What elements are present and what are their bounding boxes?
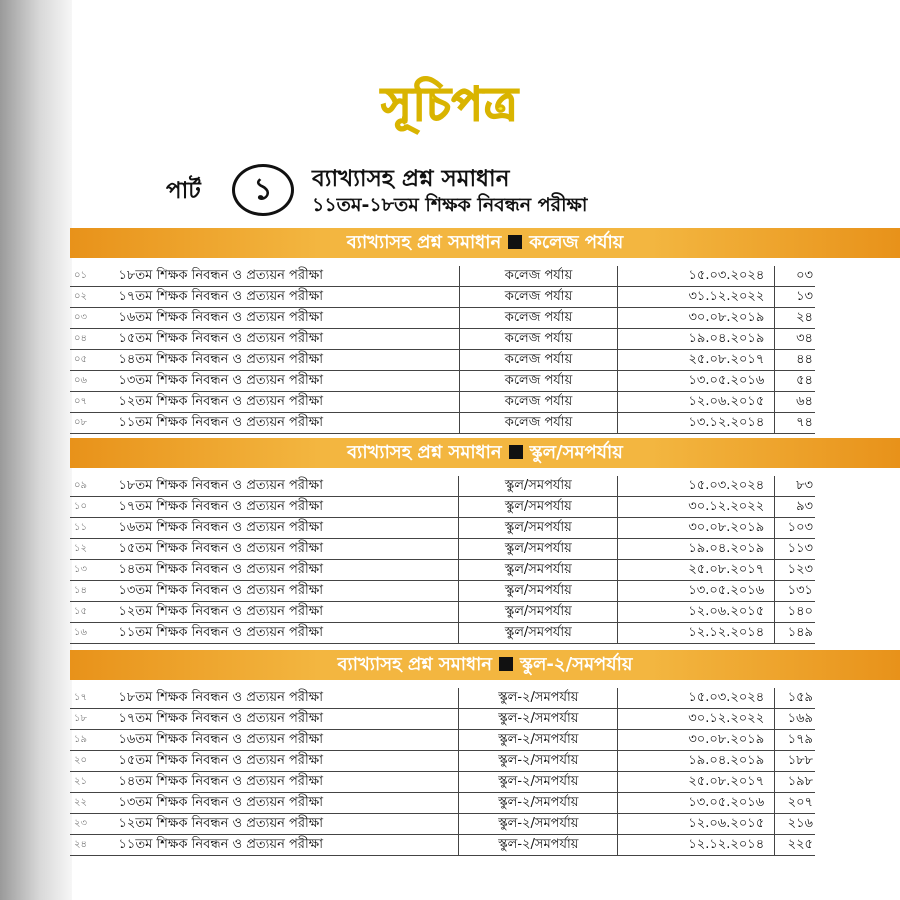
- exam-level: স্কুল-২/সমপর্যায়: [459, 772, 618, 793]
- exam-name: ১৮তম শিক্ষক নিবন্ধন ও প্রত্যয়ন পরীক্ষা: [118, 688, 458, 709]
- exam-level: স্কুল/সমপর্যায়: [459, 602, 618, 623]
- exam-name: ১৩তম শিক্ষক নিবন্ধন ও প্রত্যয়ন পরীক্ষা: [118, 581, 458, 602]
- serial-number: ২৩: [70, 814, 118, 835]
- serial-number: ১৩: [70, 560, 118, 581]
- serial-number: ১০: [70, 497, 118, 518]
- page-number: ১৩১: [775, 581, 815, 602]
- section-heading: [70, 650, 900, 680]
- section-heading-left: ব্যাখ্যাসহ প্রশ্ন সমাধান: [337, 654, 493, 675]
- exam-name: ১৪তম শিক্ষক নিবন্ধন ও প্রত্যয়ন পরীক্ষা: [118, 772, 458, 793]
- table-row[interactable]: [70, 751, 815, 772]
- exam-level: স্কুল-২/সমপর্যায়: [459, 814, 618, 835]
- exam-level: কলেজ পর্যায়: [459, 308, 618, 329]
- table-row[interactable]: [70, 709, 815, 730]
- square-bullet-icon: [508, 235, 522, 249]
- table-row[interactable]: [70, 814, 815, 835]
- page-title-text: সূচিপত্র: [381, 77, 519, 131]
- exam-level: কলেজ পর্যায়: [459, 329, 618, 350]
- exam-date: ২৫.০৮.২০১৭: [618, 772, 775, 793]
- serial-number: ০৪: [70, 329, 118, 350]
- page-number: ৮৩: [775, 476, 815, 497]
- serial-number: ২০: [70, 751, 118, 772]
- exam-name: ১৮তম শিক্ষক নিবন্ধন ও প্রত্যয়ন পরীক্ষা: [118, 476, 458, 497]
- contents-table: [70, 476, 815, 644]
- exam-level: স্কুল/সমপর্যায়: [459, 539, 618, 560]
- table-row[interactable]: [70, 266, 815, 287]
- table-row[interactable]: [70, 308, 815, 329]
- page-number: ১৭৯: [775, 730, 815, 751]
- exam-name: ১৫তম শিক্ষক নিবন্ধন ও প্রত্যয়ন পরীক্ষা: [118, 751, 458, 772]
- page-number: ২২৫: [775, 835, 815, 856]
- table-row[interactable]: [70, 602, 815, 623]
- exam-date: ১৩.০৫.২০১৬: [618, 793, 775, 814]
- exam-name: ১২তম শিক্ষক নিবন্ধন ও প্রত্যয়ন পরীক্ষা: [118, 602, 458, 623]
- exam-name: ১২তম শিক্ষক নিবন্ধন ও প্রত্যয়ন পরীক্ষা: [118, 392, 459, 413]
- section-school-2: [70, 650, 900, 856]
- exam-name: ১২তম শিক্ষক নিবন্ধন ও প্রত্যয়ন পরীক্ষা: [118, 814, 458, 835]
- exam-date: ১৩.০৫.২০১৬: [618, 581, 775, 602]
- exam-level: স্কুল/সমপর্যায়: [459, 518, 618, 539]
- exam-date: ২৫.০৮.২০১৭: [618, 350, 775, 371]
- part-number-badge: ১: [232, 164, 294, 216]
- section-college: [70, 228, 900, 434]
- serial-number: ০১: [70, 266, 118, 287]
- section-school: [70, 438, 900, 644]
- exam-date: ১২.০৬.২০১৫: [618, 602, 775, 623]
- section-heading-right: কলেজ পর্যায়: [529, 232, 624, 253]
- table-row[interactable]: [70, 560, 815, 581]
- section-heading-right: স্কুল-২/সমপর্যায়: [520, 654, 633, 675]
- serial-number: ১৮: [70, 709, 118, 730]
- exam-date: ১৫.০৩.২০২৪: [618, 476, 775, 497]
- table-row[interactable]: [70, 413, 815, 434]
- exam-level: কলেজ পর্যায়: [459, 371, 618, 392]
- page-number: ২০৭: [775, 793, 815, 814]
- page-number: ০৩: [775, 266, 815, 287]
- table-row[interactable]: [70, 623, 815, 644]
- contents-table: [70, 266, 815, 434]
- exam-date: ৩০.০৮.২০১৯: [618, 308, 775, 329]
- exam-date: ২৫.০৮.২০১৭: [618, 560, 775, 581]
- exam-date: ৩০.০৮.২০১৯: [618, 730, 775, 751]
- page-number: ৯৩: [775, 497, 815, 518]
- table-row[interactable]: [70, 329, 815, 350]
- table-row[interactable]: [70, 730, 815, 751]
- page-number: ১৪০: [775, 602, 815, 623]
- exam-date: ১৫.০৩.২০২৪: [618, 688, 775, 709]
- page-number: ১৮৮: [775, 751, 815, 772]
- part-title: ব্যাখ্যাসহ প্রশ্ন সমাধান: [312, 166, 510, 192]
- exam-name: ১৬তম শিক্ষক নিবন্ধন ও প্রত্যয়ন পরীক্ষা: [118, 308, 459, 329]
- serial-number: ০৬: [70, 371, 118, 392]
- part-label: পার্ট: [166, 178, 201, 204]
- exam-level: স্কুল/সমপর্যায়: [459, 560, 618, 581]
- exam-name: ১৩তম শিক্ষক নিবন্ধন ও প্রত্যয়ন পরীক্ষা: [118, 793, 458, 814]
- part-subtitle: ১১তম-১৮তম শিক্ষক নিবন্ধন পরীক্ষা: [312, 194, 588, 216]
- page-number: ১১৩: [775, 539, 815, 560]
- page-number: ২৪: [775, 308, 815, 329]
- table-row[interactable]: [70, 688, 815, 709]
- exam-date: ৩০.০৮.২০১৯: [618, 518, 775, 539]
- table-row[interactable]: [70, 287, 815, 308]
- page-number: ১৫৯: [775, 688, 815, 709]
- serial-number: ২৪: [70, 835, 118, 856]
- square-bullet-icon: [499, 657, 513, 671]
- table-row[interactable]: [70, 476, 815, 497]
- exam-name: ১১তম শিক্ষক নিবন্ধন ও প্রত্যয়ন পরীক্ষা: [118, 413, 459, 434]
- exam-date: ১২.১২.২০১৪: [618, 623, 775, 644]
- serial-number: ০৫: [70, 350, 118, 371]
- exam-level: স্কুল/সমপর্যায়: [459, 497, 618, 518]
- exam-date: ১৩.১২.২০১৪: [618, 413, 775, 434]
- page-number: ৪৪: [775, 350, 815, 371]
- serial-number: ১২: [70, 539, 118, 560]
- exam-date: ৩০.১২.২০২২: [618, 709, 775, 730]
- exam-date: ১২.০৬.২০১৫: [618, 814, 775, 835]
- exam-level: কলেজ পর্যায়: [459, 266, 618, 287]
- page-title: [0, 70, 900, 146]
- exam-name: ১৪তম শিক্ষক নিবন্ধন ও প্রত্যয়ন পরীক্ষা: [118, 350, 459, 371]
- table-row[interactable]: [70, 371, 815, 392]
- exam-date: ৩০.১২.২০২২: [618, 497, 775, 518]
- page-number: ৬৪: [775, 392, 815, 413]
- exam-name: ১৫তম শিক্ষক নিবন্ধন ও প্রত্যয়ন পরীক্ষা: [118, 539, 458, 560]
- exam-name: ১৫তম শিক্ষক নিবন্ধন ও প্রত্যয়ন পরীক্ষা: [118, 329, 459, 350]
- serial-number: ০৯: [70, 476, 118, 497]
- serial-number: ০৭: [70, 392, 118, 413]
- serial-number: ১৭: [70, 688, 118, 709]
- section-heading-left: ব্যাখ্যাসহ প্রশ্ন সমাধান: [346, 232, 502, 253]
- serial-number: ২২: [70, 793, 118, 814]
- exam-level: স্কুল/সমপর্যায়: [459, 581, 618, 602]
- table-row[interactable]: [70, 539, 815, 560]
- table-row[interactable]: [70, 392, 815, 413]
- section-heading: [70, 438, 900, 468]
- page-number: ৫৪: [775, 371, 815, 392]
- page-number: ১৪৯: [775, 623, 815, 644]
- exam-name: ১৭তম শিক্ষক নিবন্ধন ও প্রত্যয়ন পরীক্ষা: [118, 287, 459, 308]
- exam-level: কলেজ পর্যায়: [459, 350, 618, 371]
- exam-level: স্কুল-২/সমপর্যায়: [459, 751, 618, 772]
- serial-number: ১৫: [70, 602, 118, 623]
- serial-number: ১৯: [70, 730, 118, 751]
- page-number: ১৩: [775, 287, 815, 308]
- exam-level: স্কুল-২/সমপর্যায়: [459, 688, 618, 709]
- exam-date: ১৯.০৪.২০১৯: [618, 329, 775, 350]
- exam-level: স্কুল-২/সমপর্যায়: [459, 835, 618, 856]
- exam-level: কলেজ পর্যায়: [459, 413, 618, 434]
- page-number: ১৬৯: [775, 709, 815, 730]
- exam-name: ১১তম শিক্ষক নিবন্ধন ও প্রত্যয়ন পরীক্ষা: [118, 835, 458, 856]
- exam-name: ১৭তম শিক্ষক নিবন্ধন ও প্রত্যয়ন পরীক্ষা: [118, 497, 458, 518]
- exam-name: ১৬তম শিক্ষক নিবন্ধন ও প্রত্যয়ন পরীক্ষা: [118, 518, 458, 539]
- table-row[interactable]: [70, 497, 815, 518]
- section-heading: [70, 228, 900, 258]
- table-row[interactable]: [70, 518, 815, 539]
- exam-name: ১৮তম শিক্ষক নিবন্ধন ও প্রত্যয়ন পরীক্ষা: [118, 266, 459, 287]
- section-heading-left: ব্যাখ্যাসহ প্রশ্ন সমাধান: [347, 442, 502, 463]
- serial-number: ১৬: [70, 623, 118, 644]
- table-row[interactable]: [70, 793, 815, 814]
- exam-name: ১৩তম শিক্ষক নিবন্ধন ও প্রত্যয়ন পরীক্ষা: [118, 371, 459, 392]
- exam-date: ১৫.০৩.২০২৪: [618, 266, 775, 287]
- table-row[interactable]: [70, 350, 815, 371]
- page-number: ২১৬: [775, 814, 815, 835]
- square-bullet-icon: [509, 445, 523, 459]
- exam-level: স্কুল/সমপর্যায়: [459, 623, 618, 644]
- exam-level: স্কুল-২/সমপর্যায়: [459, 730, 618, 751]
- exam-name: ১৭তম শিক্ষক নিবন্ধন ও প্রত্যয়ন পরীক্ষা: [118, 709, 458, 730]
- exam-date: ৩১.১২.২০২২: [618, 287, 775, 308]
- table-row[interactable]: [70, 581, 815, 602]
- page-number: ৭৪: [775, 413, 815, 434]
- exam-date: ১৩.০৫.২০১৬: [618, 371, 775, 392]
- exam-date: ১২.০৬.২০১৫: [618, 392, 775, 413]
- page-number: ১০৩: [775, 518, 815, 539]
- page-number: ৩৪: [775, 329, 815, 350]
- exam-name: ১১তম শিক্ষক নিবন্ধন ও প্রত্যয়ন পরীক্ষা: [118, 623, 458, 644]
- serial-number: ২১: [70, 772, 118, 793]
- exam-level: কলেজ পর্যায়: [459, 392, 618, 413]
- serial-number: ০২: [70, 287, 118, 308]
- exam-date: ১৯.০৪.২০১৯: [618, 539, 775, 560]
- page-number: ১২৩: [775, 560, 815, 581]
- exam-name: ১৬তম শিক্ষক নিবন্ধন ও প্রত্যয়ন পরীক্ষা: [118, 730, 458, 751]
- exam-level: স্কুল/সমপর্যায়: [459, 476, 618, 497]
- section-heading-right: স্কুল/সমপর্যায়: [529, 442, 623, 463]
- exam-name: ১৪তম শিক্ষক নিবন্ধন ও প্রত্যয়ন পরীক্ষা: [118, 560, 458, 581]
- serial-number: ১৪: [70, 581, 118, 602]
- serial-number: ১১: [70, 518, 118, 539]
- table-row[interactable]: [70, 835, 815, 856]
- exam-date: ১৯.০৪.২০১৯: [618, 751, 775, 772]
- serial-number: ০৮: [70, 413, 118, 434]
- page-number: ১৯৮: [775, 772, 815, 793]
- exam-level: স্কুল-২/সমপর্যায়: [459, 793, 618, 814]
- contents-table: [70, 688, 815, 856]
- serial-number: ০৩: [70, 308, 118, 329]
- exam-level: কলেজ পর্যায়: [459, 287, 618, 308]
- exam-level: স্কুল-২/সমপর্যায়: [459, 709, 618, 730]
- exam-date: ১২.১২.২০১৪: [618, 835, 775, 856]
- table-row[interactable]: [70, 772, 815, 793]
